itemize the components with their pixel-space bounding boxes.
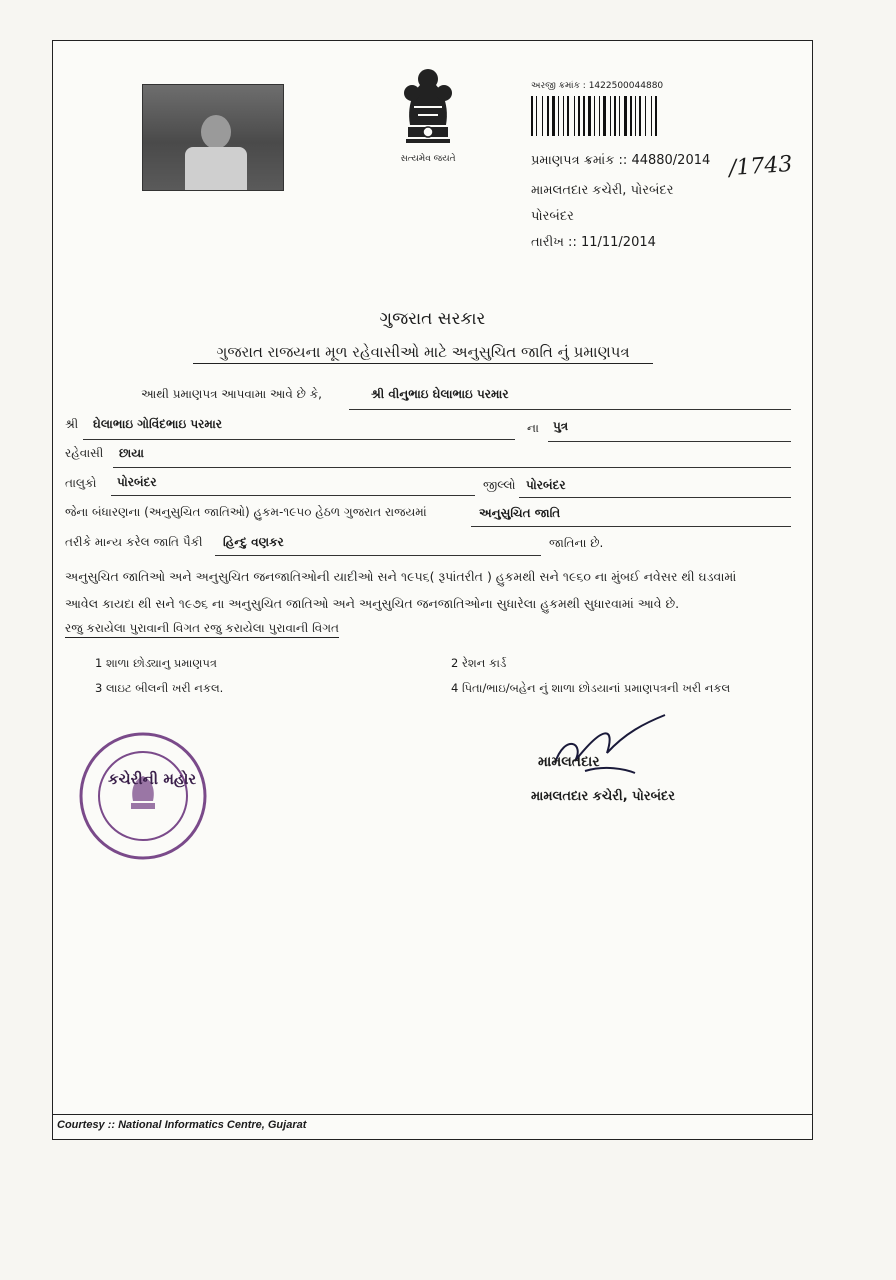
order-label: જેના બંધારણના (અનુસુચિત જાતિઓ) હુકમ-૧૯૫૦ હેઠળ ગુજરાત રાજયમાં (65, 505, 427, 519)
legal-paragraph-line-2: આવેલ કાયદા થી સને ૧૯૭૬ ના અનુસુચિત જાતિઓ અને અનુસુચિત જનજાતિઓના સુધારેલા હુકમથી સુધારવામાં આવે છે. (65, 596, 680, 611)
resident-label: રહેવાસી (65, 446, 104, 460)
caste-value: હિન્દુ વણકર (223, 535, 284, 549)
ashoka-emblem-icon (388, 57, 468, 167)
applicant-photo (142, 84, 284, 191)
proof-item: 1 શાળા છોડ્યાનુ પ્રમાણપત્ર (95, 656, 217, 670)
order-value: અનુસુચિત જાતિ (479, 506, 561, 520)
proof-item: 3 લાઇટ બીલની ખરી નકલ. (95, 681, 224, 695)
application-number: અરજી ક્રમાંક : 1422500044880 (531, 81, 664, 91)
issue-date: તારીખ :: 11/11/2014 (531, 235, 656, 250)
son-label: ના (527, 421, 539, 435)
resident-value: છાયા (119, 446, 144, 460)
government-title: ગુજરાત સરકાર (379, 309, 486, 329)
issuing-place: પોરબંદર (531, 209, 574, 224)
father-prefix: શ્રી (65, 417, 79, 431)
courtesy-note: Courtesy :: National Informatics Centre, Gujarat (57, 1119, 307, 1131)
taluka-value: પોરબંદર (117, 475, 157, 489)
relation-value: પુત્ર (553, 419, 569, 433)
issued-to-label: આથી પ્રમાણપત્ર આપવામા આવે છે કે, (141, 387, 322, 401)
certificate-number: પ્રમાણપત્ર ક્રમાંક :: 44880/2014 (531, 153, 711, 168)
barcode (531, 96, 694, 136)
proofs-heading: રજુ કરાયેલા પુરાવાની વિગત રજુ કરાયેલા પુરાવાની વિગત (65, 621, 339, 638)
certificate-page (52, 40, 813, 1140)
caste-label: તરીકે માન્ય કરેલ જાતિ પૈકી (65, 535, 203, 549)
emblem-caption: સત્યમેવ જયતે (400, 154, 456, 164)
father-name: ઘેલાભાઇ ગોવિંદભાઇ પરમાર (93, 417, 222, 431)
proof-item: 4 પિતા/ભાઇ/બહેન નું શાળા છોડયાનાં પ્રમાણપત્રની ખરી નકલ (451, 681, 731, 695)
signatory-title: મામલતદાર (538, 754, 600, 770)
caste-suffix: જાતિના છે. (549, 536, 604, 550)
district-value: પોરબંદર (526, 478, 566, 492)
district-label: જીલ્લો (483, 478, 516, 492)
seal-text: કચેરીની મહોર (108, 770, 197, 788)
proof-item: 2 રેશન કાર્ડ (451, 656, 507, 670)
handwritten-number: /1743 (728, 151, 794, 182)
issuing-office: મામલતદાર કચેરી, પોરબંદર (531, 183, 674, 198)
office-seal-icon (78, 731, 208, 861)
certificate-title: ગુજરાત રાજયના મૂળ રહેવાસીઓ માટે અનુસુચિત જાતિ નું પ્રમાણપત્ર (193, 343, 653, 364)
issued-to-value: શ્રી વીનુભાઇ ઘેલાભાઇ પરમાર (371, 387, 509, 401)
signatory-office: મામલતદાર કચેરી, પોરબંદર (531, 789, 676, 804)
signature-mark (545, 713, 675, 783)
taluka-label: તાલુકો (65, 476, 97, 490)
legal-paragraph-line-1: અનુસુચિત જાતિઓ અને અનુસુચિત જનજાતિઓની યાદીઓ સને ૧૯૫૬( રૂપાંતરીત ) હુકમથી સને ૧૯૬૦ ના મુંબઈ નવેસર થી ઘડવામાં (65, 569, 737, 584)
